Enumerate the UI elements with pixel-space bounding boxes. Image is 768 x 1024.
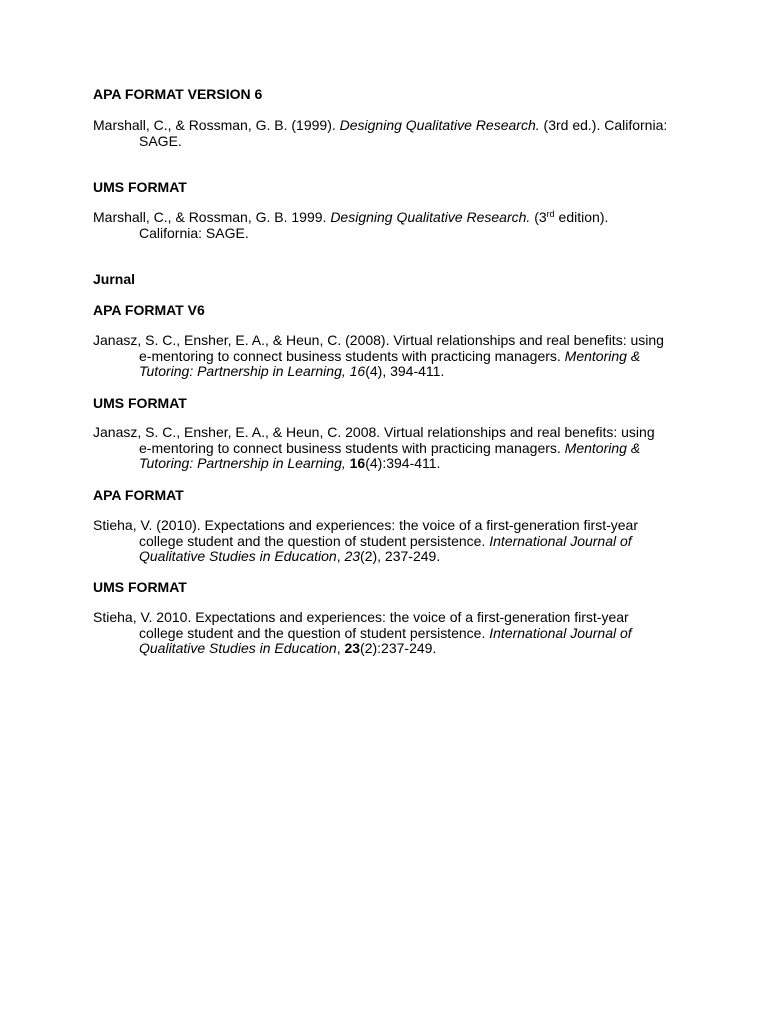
ref-text: college student and the question of student persistence. — [139, 532, 490, 549]
reference-book-apa — [93, 118, 693, 149]
ums-heading-journal-1: UMS FORMAT — [93, 395, 187, 411]
reference-line-1: Stieha, V. (2010). Expectations and experiences: the voice of a first-generation first-year — [93, 517, 639, 533]
reference-line-3 — [93, 364, 693, 380]
ums-heading-book: UMS FORMAT — [93, 179, 187, 195]
reference-journal-apa — [93, 333, 693, 380]
ref-edition: (3rd ed.). California: — [539, 117, 668, 133]
ref-title: Designing Qualitative Research. — [330, 209, 531, 225]
ref-issue-pages: (4):394-411. — [365, 455, 441, 471]
reference-line-1: Stieha, V. 2010. Expectations and experiences: the voice of a first-generation first-year — [93, 609, 629, 625]
apa-v6-journal-heading: APA FORMAT V6 — [93, 302, 205, 318]
ref-journal: Mentoring & — [564, 439, 641, 456]
apa-v6-heading: APA FORMAT VERSION 6 — [93, 86, 263, 102]
apa-heading-journal-2: APA FORMAT — [93, 487, 184, 503]
jurnal-heading: Jurnal — [93, 271, 136, 287]
ref-volume: 23 — [344, 548, 361, 564]
reference-line-3 — [93, 641, 693, 657]
reference-line-2 — [93, 441, 693, 457]
ref-edition-rest: edition). — [554, 209, 609, 225]
reference-line-1 — [93, 210, 693, 226]
reference-line-1 — [93, 118, 693, 134]
ums-heading-journal-2: UMS FORMAT — [93, 579, 187, 595]
ref-journal: Mentoring & — [564, 347, 641, 364]
reference-line-2 — [93, 349, 693, 365]
ref-journal: Tutoring: Partnership in Learning, — [139, 455, 346, 471]
ref-sep: , — [336, 640, 345, 656]
reference-journal2-apa — [93, 518, 693, 565]
reference-book-ums — [93, 210, 693, 241]
ref-authors: Marshall, C., & Rossman, G. B. 1999. — [93, 209, 331, 225]
ref-journal: International Journal of — [489, 532, 632, 549]
reference-line-3 — [93, 549, 693, 565]
ref-journal: Tutoring: Partnership in Learning, 16 — [139, 363, 366, 379]
ref-journal: International Journal of — [489, 624, 632, 641]
ref-edition-sup: rd — [546, 209, 555, 219]
reference-line-3 — [93, 456, 693, 472]
ref-title: Designing Qualitative Research. — [339, 117, 540, 133]
reference-line-1: Janasz, S. C., Ensher, E. A., & Heun, C. 2008. Virtual relationships and real benefits: using — [93, 424, 655, 440]
ref-text: college student and the question of student persistence. — [139, 624, 490, 641]
ref-issue-pages: (2), 237-249. — [360, 548, 441, 564]
ref-volume: 16 — [349, 455, 366, 471]
reference-line-2 — [93, 534, 693, 550]
ref-text: e-mentoring to connect business students with practicing managers. — [139, 347, 565, 364]
ref-volume: 23 — [344, 640, 361, 656]
ref-edition: (3 — [530, 209, 547, 225]
reference-line-2 — [93, 626, 693, 642]
reference-line-2: SAGE. — [139, 132, 182, 149]
ref-authors: Marshall, C., & Rossman, G. B. (1999). — [93, 117, 340, 133]
reference-journal2-ums — [93, 610, 693, 657]
ref-text: e-mentoring to connect business students with practicing managers. — [139, 439, 565, 456]
ref-issue-pages: (4), 394-411. — [365, 363, 445, 379]
ref-issue-pages: (2):237-249. — [360, 640, 437, 656]
ref-journal: Qualitative Studies in Education — [139, 548, 337, 564]
ref-journal: Qualitative Studies in Education — [139, 640, 337, 656]
reference-journal-ums — [93, 425, 693, 472]
ref-sep: , — [336, 548, 345, 564]
reference-line-2: California: SAGE. — [139, 224, 249, 241]
reference-line-1: Janasz, S. C., Ensher, E. A., & Heun, C. (2008). Virtual relationships and real benefits: using — [93, 332, 664, 348]
